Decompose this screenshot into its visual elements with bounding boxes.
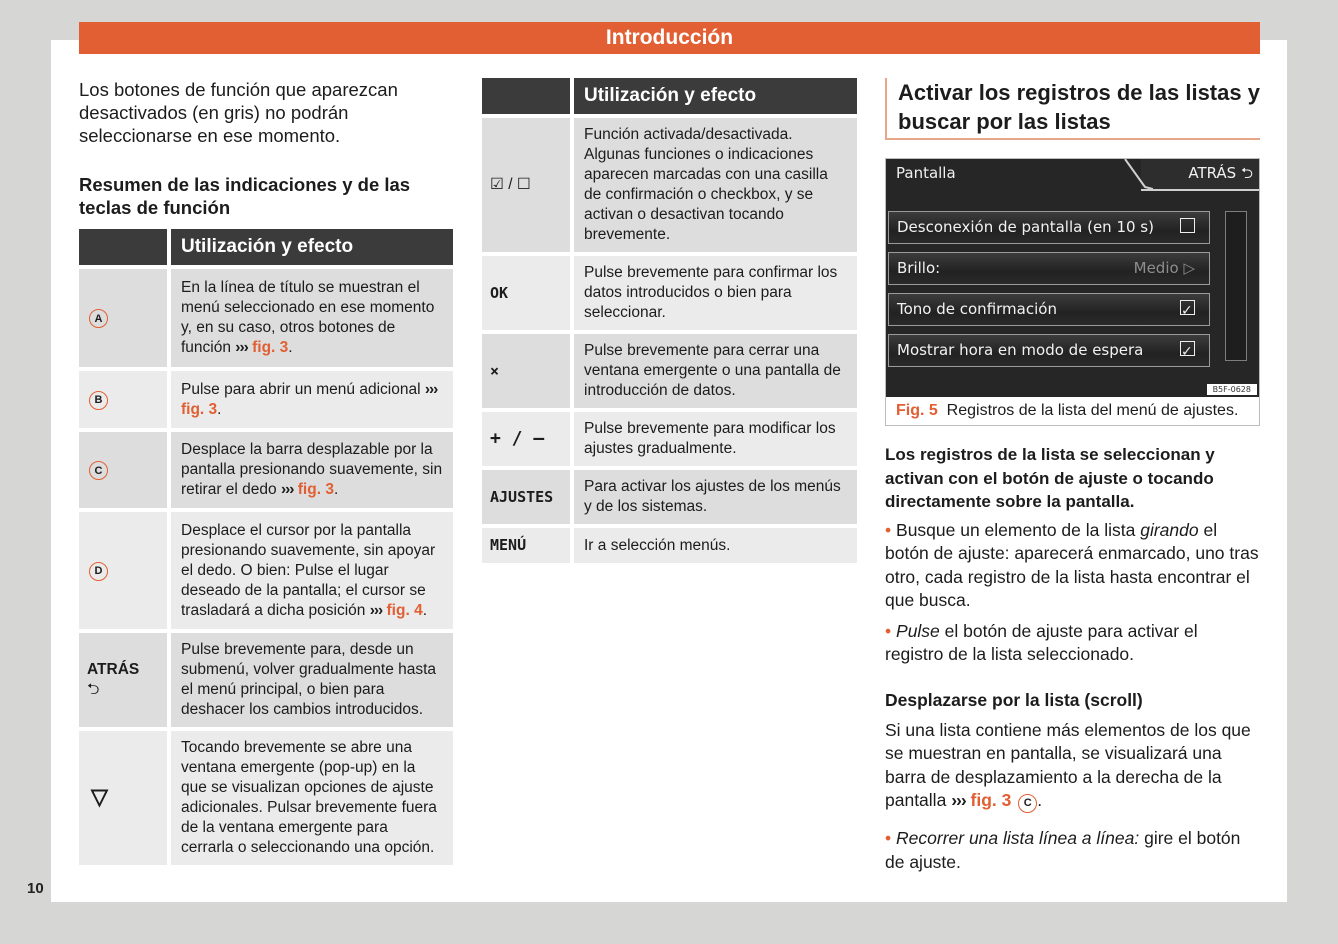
list-item-label: Brillo: (897, 259, 941, 277)
list-item-label: Tono de confirmación (897, 300, 1057, 318)
chevrons-icon: ››› (424, 380, 438, 398)
table-row (79, 731, 453, 865)
chevrons-icon: ››› (235, 339, 248, 356)
table-header-row (79, 229, 453, 265)
fig-link[interactable]: fig. 3 (297, 481, 334, 498)
list-item-label: Mostrar hora en modo de espera (897, 341, 1144, 359)
bullet-text: el botón de ajuste para activar el registro de la lista seleccionado. (885, 620, 1198, 664)
table-row (482, 118, 857, 252)
table-header-key (79, 229, 171, 265)
table-row (482, 470, 857, 524)
lead-paragraph: Los registros de la lista se seleccionan y activan con el botón de ajuste o tocando directamente sobre la pantalla. (885, 445, 1215, 511)
menu-key-label: MENÚ (490, 536, 527, 554)
intro-paragraph: Los botones de función que aparezcan desactivados (en gris) no podrán seleccionarse en ese momento. (79, 79, 398, 146)
triangle-down-icon: ▽ (91, 783, 108, 809)
table-row: D Desplace el cursor por la pantalla presionando suavemente, sin apoyar el dedo. O bien: Pulse el lugar deseado de la pantalla; el cursor se trasladará a dicha posición ››› fig. 4. (79, 512, 453, 629)
row-text: Desplace la barra desplazable por la pantalla presionando suavemente, sin retirar el dedo (181, 441, 443, 498)
callout-b-icon: B (89, 391, 108, 410)
back-key-label: ATRÁS (87, 661, 140, 678)
plus-minus-icon: + / – (490, 427, 545, 449)
bullet-text: Busque un elemento de la lista (896, 519, 1141, 540)
bullet-dot-icon: • (885, 620, 892, 641)
callout-c-icon: C (89, 461, 108, 480)
checkbox-checked-icon[interactable] (1180, 341, 1195, 356)
fig-link[interactable]: fig. 3 (252, 339, 289, 356)
back-arrow-icon: ⮌ (1240, 164, 1253, 182)
settings-key-label: AJUSTES (490, 487, 554, 506)
checkbox-unchecked-icon[interactable] (1180, 218, 1195, 233)
scroll-paragraph: Si una lista contiene más elementos de los que se muestran en pantalla, se visualizará una barra de desplazamiento a la derecha de la pantalla ››› fig. 3 C . (885, 719, 1260, 814)
fig-link[interactable]: fig. 3 (181, 400, 218, 418)
figure-number: Fig. 5 (896, 402, 938, 419)
row-text: Pulse brevemente para, desde un submenú, volver gradualmente hasta el menú principal, o bien para deshacer los cambios introducidos. (181, 641, 437, 718)
section-title: Activar los registros de las listas y buscar por las listas (885, 78, 1260, 140)
figure-caption (886, 397, 1259, 425)
checkbox-icon: ☑ / ☐ (490, 176, 531, 193)
close-icon: × (490, 361, 500, 380)
scrollbar[interactable] (1225, 211, 1247, 361)
table-row (482, 528, 857, 563)
bullet-dot-icon: • (885, 828, 892, 849)
caption-text: Registros de la lista del menú de ajustes. (946, 402, 1239, 419)
checkbox-checked-icon[interactable] (1180, 300, 1195, 315)
chevrons-icon: ››› (369, 601, 383, 619)
subsection-heading: Desplazarse por la lista (scroll) (885, 689, 1143, 710)
row-text: Función activada/desactivada. Algunas funciones o indicaciones aparecen marcadas con una casilla de confirmación o checkbox, y se activan o desactivan tocando brevemente. (584, 126, 828, 243)
section-heading: Resumen de las indicaciones y de las teclas de función (79, 174, 411, 218)
settings-list (888, 211, 1210, 375)
play-arrow-icon: ▷ (1183, 259, 1195, 277)
bullet-item (885, 827, 1260, 874)
bullet-item (885, 519, 1260, 613)
table-row (482, 256, 857, 330)
table-header-effect: Utilización y efecto (171, 229, 453, 265)
row-text: Ir a selección menús. (584, 536, 731, 554)
table-row (79, 633, 453, 727)
bullet-item (885, 620, 1260, 667)
callout-c-icon: C (1018, 794, 1037, 813)
row-text: Pulse brevemente para cerrar una ventana emergente o una pantalla de introducción de datos. (584, 342, 841, 399)
brightness-value: Medio (1133, 259, 1179, 277)
callout-d-icon: D (89, 562, 108, 581)
list-item[interactable] (888, 211, 1210, 244)
fig-link[interactable]: fig. 4 (386, 601, 423, 619)
function-keys-table (79, 225, 453, 869)
paragraph-text: Si una lista contiene más elementos de los que se muestran en pantalla, se visualizará una barra de desplazamiento a la derecha de la pantalla (885, 719, 1251, 810)
bullet-emphasis: Pulse (896, 620, 940, 641)
chevrons-icon: ››› (280, 481, 294, 498)
fig-link[interactable]: fig. 3 (970, 790, 1012, 810)
table-row: B Pulse para abrir un menú adicional ››› fig. 3. (79, 371, 453, 428)
right-column (885, 78, 1260, 881)
tab-edge-icon (1123, 159, 1153, 191)
back-button[interactable] (1188, 163, 1253, 188)
bullet-dot-icon: • (885, 519, 892, 540)
chevrons-icon: ››› (951, 790, 966, 810)
row-text: Para activar los ajustes de los menús y de los sistemas. (584, 478, 841, 515)
middle-column (482, 78, 857, 567)
figure-code: B5F-0628 (1207, 384, 1257, 395)
table-header-row (482, 78, 857, 114)
bullet-text: el botón de ajuste: aparecerá enmarcado, uno tras otro, cada registro de la lista hasta encontrar el que busca. (885, 519, 1259, 610)
section-header-bar: Introducción (79, 22, 1260, 54)
back-label: ATRÁS (1188, 164, 1237, 182)
list-item-label: Desconexión de pantalla (en 10 s) (897, 218, 1154, 236)
back-arrow-icon: ⮌ (87, 681, 100, 698)
bullet-emphasis: girando (1140, 519, 1199, 540)
bullet-text: gire el botón de ajuste. (885, 828, 1241, 872)
page-number: 10 (27, 880, 44, 897)
list-item[interactable] (888, 334, 1210, 367)
list-item[interactable] (888, 252, 1210, 285)
settings-screen (886, 159, 1259, 397)
row-text: Pulse para abrir un menú adicional (181, 380, 421, 398)
callout-a-icon: A (89, 309, 108, 328)
table-row: A En la línea de título se muestran el menú seleccionado en ese momento y, en su caso, otros botones de función ››› fig. 3. (79, 269, 453, 367)
table-row (482, 412, 857, 466)
screen-title: Pantalla (896, 164, 956, 182)
row-text: Desplace el cursor por la pantalla presionando suavemente, sin apoyar el dedo. O bien: Pulse el lugar deseado de la pantalla; el cursor se trasladará a dicha posición (181, 521, 436, 619)
row-text: Tocando brevemente se abre una ventana emergente (pop-up) en la que se visualizan opciones de ajuste adicionales. Pulsar brevemente fuera de la ventana emergente para cerrarla o seleccionando una opción. (181, 739, 437, 856)
list-item[interactable] (888, 293, 1210, 326)
row-text: Pulse brevemente para confirmar los datos introducidos o bien para seleccionar. (584, 264, 838, 321)
table-row: C Desplace la barra desplazable por la pantalla presionando suavemente, sin retirar el dedo ››› fig. 3. (79, 432, 453, 508)
row-text: Pulse brevemente para modificar los ajustes gradualmente. (584, 420, 836, 457)
function-keys-table-continued (482, 74, 857, 567)
bullet-emphasis: Recorrer una lista línea a línea: (896, 828, 1140, 849)
figure-5 (885, 158, 1260, 426)
table-header-key (482, 78, 574, 114)
ok-key-label: OK (490, 283, 509, 302)
table-header-effect: Utilización y efecto (574, 78, 857, 114)
left-column (79, 78, 453, 869)
table-row (482, 334, 857, 408)
row-text: En la línea de título se muestran el menú seleccionado en ese momento y, en su caso, otros botones de función (181, 279, 435, 356)
